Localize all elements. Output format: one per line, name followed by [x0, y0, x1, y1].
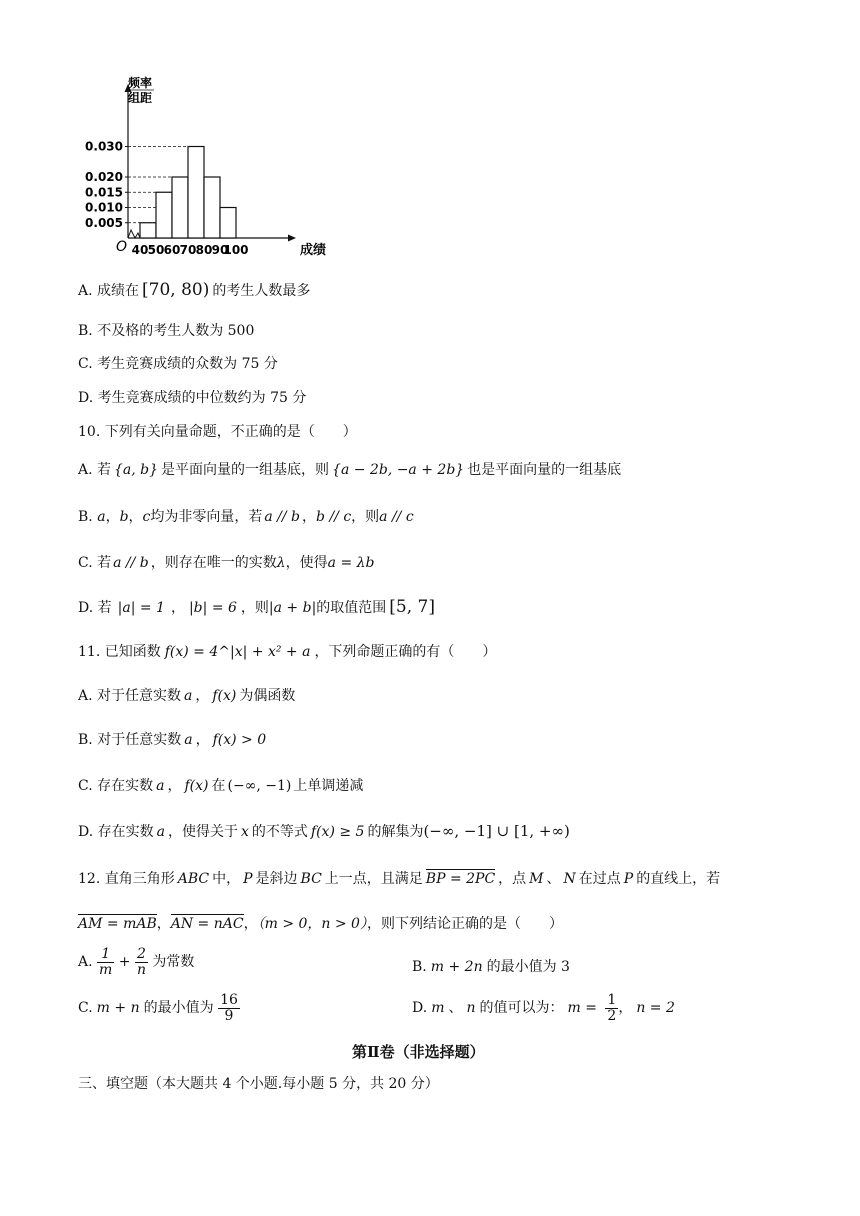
- q9-option-c: C. 考生竞赛成绩的众数为 75 分: [78, 356, 278, 372]
- q10-option-b: B. a，b，c均为非零向量，若 a // b ，b // c，则a // c: [78, 509, 414, 525]
- y-tick-label: 0.010: [85, 200, 123, 215]
- y-axis-label-denominator: 组距: [128, 91, 153, 105]
- fraction: $\frac{16}{9}$: [220, 992, 238, 1024]
- y-axis-label-numerator: 频率: [128, 76, 153, 90]
- q10-stem: 10. 下列有关向量命题，不正确的是（ ）: [78, 424, 357, 440]
- q11-option-b: B. 对于任意实数 a ， f(x) > 0: [78, 732, 267, 748]
- y-tick-label: 0.005: [85, 215, 123, 230]
- q12-option-b: B. m + 2n 的最小值为 3: [412, 959, 570, 975]
- x-axis-arrow: [288, 235, 296, 242]
- q9-option-d: D. 考生竞赛成绩的中位数约为 75 分: [78, 390, 307, 406]
- histogram-bar: [140, 223, 156, 238]
- x-tick-label: 50: [147, 243, 165, 257]
- x-tick-label: 80: [195, 243, 213, 257]
- x-tick-label: 60: [163, 243, 181, 257]
- x-tick-label: 90: [211, 243, 229, 257]
- q9-option-b: B. 不及格的考生人数为 500: [78, 323, 255, 339]
- q12-option-a: A. $\frac{1}{m}$ + $\frac{2}{n}$ 为常数: [78, 946, 195, 978]
- interval-math: [70, 80): [142, 280, 210, 300]
- fraction: $\frac{1}{2}$: [607, 992, 617, 1024]
- section-title: 第Ⅱ卷（非选择题）: [352, 1043, 485, 1061]
- q11-stem: 11. 已知函数 f(x) = 4^|x| + x² + a ，下列命题正确的有（ ）: [78, 644, 497, 660]
- histogram-bar: [220, 208, 236, 239]
- q9-option-a: A. 成绩在 [70, 80) 的考生人数最多: [78, 280, 311, 300]
- y-tick-label: 0.015: [85, 185, 123, 200]
- section-subtitle: 三、填空题（本大题共 4 个小题.每小题 5 分，共 20 分）: [78, 1076, 439, 1092]
- q11-option-d: D. 存在实数 a ，使得关于 x 的不等式 f(x) ≥ 5 的解集为(−∞, −1] ∪ [1, +∞): [78, 822, 570, 840]
- x-tick-label: 40: [131, 243, 149, 257]
- q12-option-d: D. m 、 n 的值可以为： m = $\frac{1}{2}$ ， n = 2: [412, 992, 675, 1024]
- frequency-histogram: [78, 70, 327, 265]
- q12-stem-line2: AM = mAB，AN = nAC，（m > 0，n > 0），则下列结论正确的是（ ）: [78, 916, 563, 932]
- axis-break-mark: [128, 230, 140, 238]
- q10-option-c: C. 若 a // b ，则存在唯一的实数λ，使得a = λb: [78, 555, 375, 571]
- q11-option-c: C. 存在实数 a ， f(x) 在 (−∞, −1) 上单调递减: [78, 778, 364, 794]
- q10-option-a: A. 若 {a, b} 是平面向量的一组基底，则 {a − 2b, −a + 2b} 也是平面向量的一组基底: [78, 462, 622, 478]
- fraction: $\frac{2}{n}$: [136, 946, 146, 978]
- fraction: $\frac{1}{m}$: [99, 946, 113, 978]
- origin-label: O: [116, 239, 128, 255]
- histogram-bar: [204, 177, 220, 238]
- q11-option-a: A. 对于任意实数 a ， f(x) 为偶函数: [78, 688, 296, 704]
- histogram-bar: [172, 177, 188, 238]
- function-definition: f(x) = 4^|x| + x² + a: [164, 644, 311, 660]
- x-axis-label: 成绩: [300, 243, 327, 258]
- q12-option-c: C. m + n 的最小值为 $\frac{16}{9}$: [78, 992, 238, 1024]
- y-tick-label: 0.030: [85, 139, 123, 154]
- histogram-bar: [188, 147, 204, 239]
- y-tick-label: 0.020: [85, 170, 123, 184]
- histogram-bar: [156, 192, 172, 238]
- q12-stem-line1: 12. 直角三角形 ABC 中， P 是斜边 BC 上一点，且满足 BP = 2PC ，点 M 、 N 在过点 P 的直线上，若: [78, 871, 721, 887]
- q10-option-d: D. 若 |a| = 1 ， |b| = 6 ，则|a + b|的取值范围 [5, 7]: [78, 597, 435, 617]
- x-tick-label: 100: [223, 243, 249, 257]
- x-tick-label: 70: [179, 243, 197, 257]
